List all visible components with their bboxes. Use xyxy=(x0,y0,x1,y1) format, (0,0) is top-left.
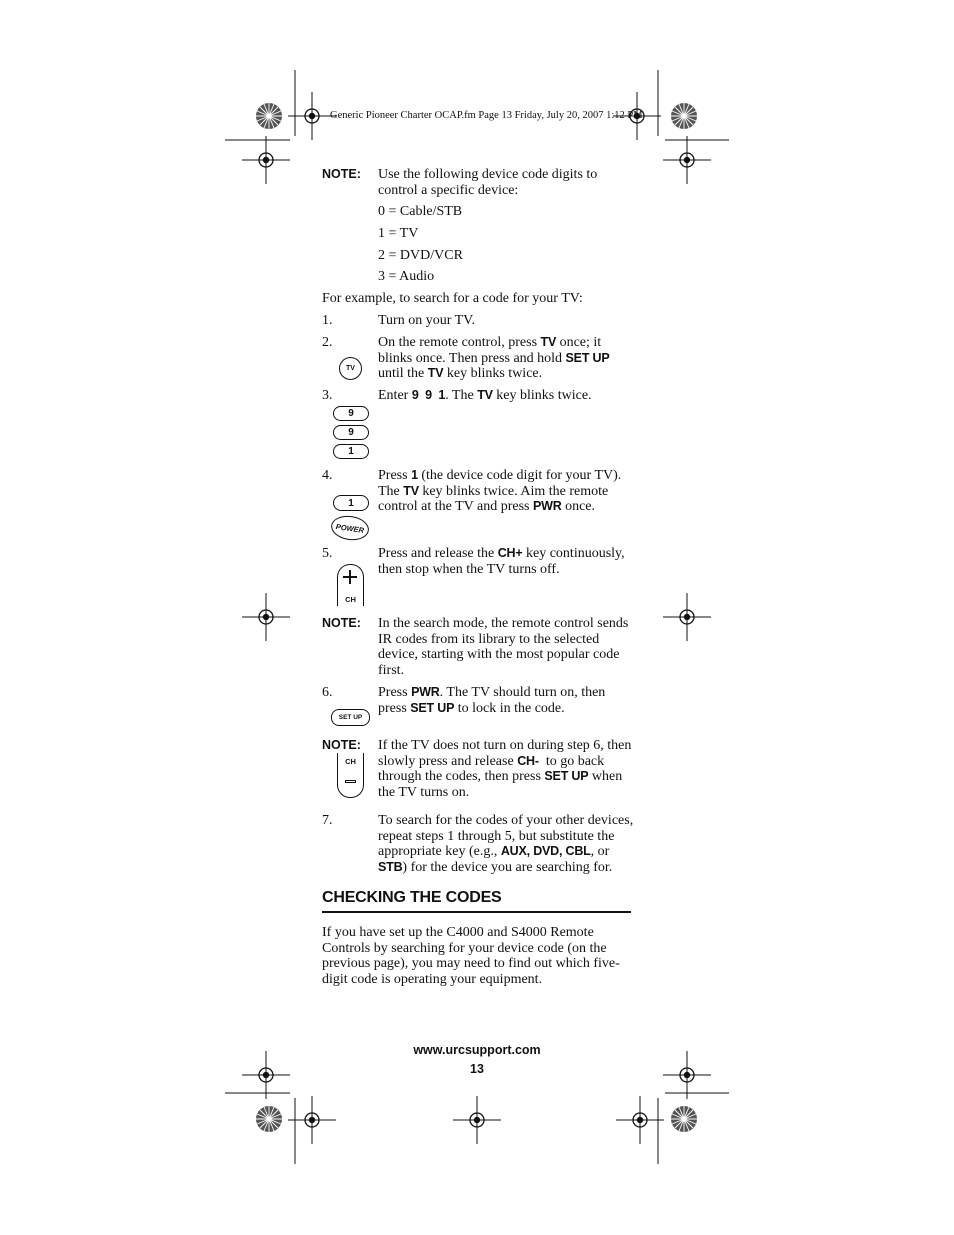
text-run: To search for the codes of your other devices, repeat steps 1 through 5, but substitute the appropriate key (e.g., xyxy=(378,813,634,860)
ch-label: CH xyxy=(345,757,356,766)
note-text xyxy=(378,738,634,800)
code-item: 0 = Cable/STB xyxy=(378,204,463,219)
text-run: Press and release the xyxy=(378,546,498,561)
key-ref-tv: TV xyxy=(403,483,419,498)
step-number: 1. xyxy=(322,313,333,328)
key-ref-tv: TV xyxy=(540,335,557,349)
text-run: Enter xyxy=(378,388,412,403)
text-run: , xyxy=(558,844,566,859)
text-run: key blinks twice. xyxy=(443,366,543,382)
text-run: once; it blinks once. Then press and hold xyxy=(378,335,602,366)
text-run: , xyxy=(526,844,534,859)
step-number: 3. xyxy=(322,388,333,403)
key-ref-one: 1 xyxy=(411,468,418,482)
key-ref-tv: TV xyxy=(427,366,444,381)
text-run: to go back through the codes, then press xyxy=(378,753,608,785)
step-number: 7. xyxy=(322,813,333,828)
nine-key-icon: 9 xyxy=(333,406,369,421)
step-text xyxy=(378,813,634,875)
key-ref-tv: TV xyxy=(477,388,493,402)
step-text: Turn on your TV. xyxy=(378,313,475,328)
text-run: On the remote control, press xyxy=(378,335,541,350)
text-run: Press xyxy=(378,685,412,700)
step-number: 5. xyxy=(322,546,333,561)
code-item: 1 = TV xyxy=(378,226,419,241)
text-run: key blinks twice. xyxy=(492,388,592,403)
nine-key-icon: 9 xyxy=(333,425,369,440)
text-run: Press xyxy=(378,468,412,483)
key-ref-setup: SET UP xyxy=(410,700,455,715)
key-ref-setup: SET UP xyxy=(565,350,610,365)
text-run: , or xyxy=(590,844,610,860)
key-ref-ch-minus: CH- xyxy=(517,753,539,768)
step-text xyxy=(378,468,634,515)
footer-url: www.urcsupport.com xyxy=(413,1043,541,1057)
one-key-icon: 1 xyxy=(333,444,369,459)
text-run: key blinks twice. Aim the remote control at the TV and press xyxy=(378,483,609,515)
step-text xyxy=(378,388,634,404)
note-text: In the search mode, the remote control sends IR codes from its library to the selected device, starting with the most popular code first. xyxy=(378,616,629,678)
section-paragraph: If you have set up the C4000 and S4000 Remote Controls by searching for your device code (on the previous page), you may need to find out which five-digit code is operating your equipment. xyxy=(322,925,620,987)
key-ref-aux: AUX xyxy=(500,844,527,859)
power-key-icon: POWER xyxy=(330,513,371,542)
note-text: Use the following device code digits to control a specific device: xyxy=(378,167,598,198)
text-run: . The TV should turn on, then press xyxy=(378,685,606,716)
step-text xyxy=(378,335,634,382)
text-run: . The xyxy=(445,388,478,403)
example-intro: For example, to search for a code for your TV: xyxy=(322,291,583,306)
key-ref-pwr: PWR xyxy=(411,685,440,699)
file-info-header: Generic Pioneer Charter OCAP.fm Page 13 Friday, July 20, 2007 1:12 PM xyxy=(330,110,643,121)
step-text xyxy=(378,685,634,716)
key-ref-cbl: CBL xyxy=(565,844,591,859)
text-run: until the xyxy=(378,366,428,382)
one-key-icon: 1 xyxy=(333,495,369,511)
ch-label: CH xyxy=(345,595,356,604)
step-text xyxy=(378,546,634,577)
code-item: 2 = DVD/VCR xyxy=(378,248,463,263)
key-ref-setup: SET UP xyxy=(544,769,589,784)
text-run: once. xyxy=(561,499,596,515)
plus-icon-vertical xyxy=(349,570,351,584)
key-ref-pwr: PWR xyxy=(533,499,562,514)
code-item: 3 = Audio xyxy=(378,269,435,284)
step-number: 2. xyxy=(322,335,333,350)
note-label: NOTE: xyxy=(322,167,361,181)
key-ref-dvd: DVD xyxy=(533,844,559,859)
text-run: ) for the device you are searching for. xyxy=(402,859,613,875)
setup-key-icon: SET UP xyxy=(331,709,370,726)
step-number: 6. xyxy=(322,685,333,700)
note-label: NOTE: xyxy=(322,738,361,752)
page-number: 13 xyxy=(470,1062,484,1076)
text-run: If the TV does not turn on during step 6, then slowly press and release xyxy=(378,738,632,769)
key-ref-ch-plus: CH+ xyxy=(497,546,523,560)
ch-plus-key-icon xyxy=(337,564,364,606)
tv-key-icon: TV xyxy=(339,357,362,380)
text-run: key continuously, then stop when the TV turns off. xyxy=(378,546,625,577)
key-ref-digits: 9 9 1 xyxy=(411,388,446,402)
ch-minus-key-icon xyxy=(337,753,364,798)
key-ref-stb: STB xyxy=(378,859,403,874)
text-run: when the TV turns on. xyxy=(378,769,623,800)
step-number: 4. xyxy=(322,468,333,483)
text-run: (the device code digit for your TV). The xyxy=(378,468,622,499)
text-run: to lock in the code. xyxy=(454,700,565,716)
note-label: NOTE: xyxy=(322,616,361,630)
section-heading: CHECKING THE CODES xyxy=(322,889,502,906)
minus-icon xyxy=(345,780,356,783)
heading-rule xyxy=(322,911,631,913)
